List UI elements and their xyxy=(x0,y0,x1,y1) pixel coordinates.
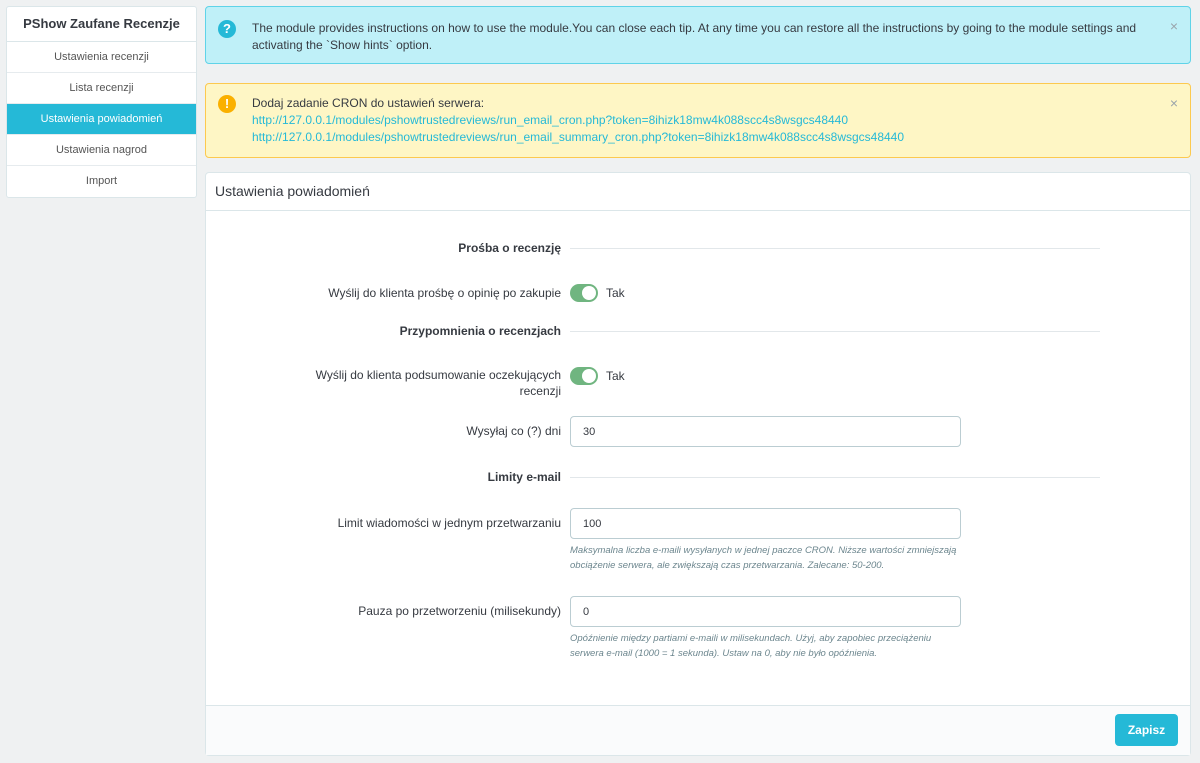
limit-label: Limit wiadomości w jednym przetwarzaniu xyxy=(337,516,561,530)
cron-link-summary[interactable]: http://127.0.0.1/modules/pshowtrustedreviews/run_email_summary_cron.php?token=8ihizk18mw4k088scc4s8wsgcs48440 xyxy=(252,130,905,144)
toggle-knob xyxy=(582,369,596,383)
send-request-toggle[interactable] xyxy=(570,284,598,302)
pause-help-text xyxy=(570,631,970,661)
sidebar-title: PShow Zaufane Recenzje xyxy=(7,7,196,42)
pause-help-line2: serwera e-mail (1000 = 1 sekunda). Ustaw na 0, aby nie było opóźnienia. xyxy=(570,648,878,659)
send-summary-label-line2: recenzji xyxy=(519,384,561,398)
send-summary-toggle-label: Tak xyxy=(606,369,625,383)
pause-help-line1: Opóźnienie między partiami e-maili w milisekundach. Użyj, aby zapobiec przeciążeniu xyxy=(570,633,932,644)
pause-label: Pauza po przetworzeniu (milisekundy) xyxy=(358,604,561,618)
close-icon[interactable]: × xyxy=(1169,18,1178,34)
section-title-email-limits: Limity e-mail xyxy=(487,470,561,484)
warning-alert-text: Dodaj zadanie CRON do ustawień serwera: xyxy=(252,96,485,110)
interval-input[interactable] xyxy=(570,416,961,447)
info-alert-text: The module provides instructions on how to use the module.You can close each tip. At any time you can restore all the instructions by going to the module settings and activating the `Show hints` option. xyxy=(252,21,1137,52)
warning-alert xyxy=(205,83,1191,158)
info-alert xyxy=(205,6,1191,64)
question-icon: ? xyxy=(218,20,236,38)
send-request-toggle-label: Tak xyxy=(606,286,625,300)
sidebar-item-import[interactable]: Import xyxy=(85,175,118,187)
sidebar-item-reward-settings[interactable]: Ustawienia nagrod xyxy=(7,135,196,166)
section-divider xyxy=(570,477,1100,478)
pause-input[interactable] xyxy=(570,596,961,627)
send-summary-label-line1: Wyślij do klienta podsumowanie oczekujących xyxy=(315,368,561,382)
limit-help-text xyxy=(570,543,970,573)
send-summary-toggle[interactable] xyxy=(570,367,598,385)
sidebar-item-review-list[interactable]: Lista recenzji xyxy=(7,73,196,104)
warning-icon: ! xyxy=(218,95,236,113)
warning-alert-content xyxy=(252,95,1150,146)
sidebar-item-review-settings[interactable]: Ustawienia recenzji xyxy=(7,42,196,73)
section-title-review-request: Prośba o recenzję xyxy=(458,241,561,255)
panel-title: Ustawienia powiadomień xyxy=(206,173,1190,211)
section-divider xyxy=(570,248,1100,249)
panel-footer xyxy=(206,705,1190,755)
sidebar-menu xyxy=(6,6,197,198)
interval-label: Wysyłaj co (?) dni xyxy=(466,424,561,438)
section-title-review-reminders: Przypomnienia o recenzjach xyxy=(399,324,561,338)
section-divider xyxy=(570,331,1100,332)
sidebar-item-notification-settings[interactable]: Ustawienia powiadomień xyxy=(7,104,196,135)
cron-link-email[interactable]: http://127.0.0.1/modules/pshowtrustedreviews/run_email_cron.php?token=8ihizk18mw4k088scc4s8wsgcs48440 xyxy=(252,113,849,127)
limit-help-line1: Maksymalna liczba e-maili wysyłanych w jednej paczce CRON. Niższe wartości zmniejszają xyxy=(570,545,957,556)
toggle-knob xyxy=(582,286,596,300)
send-request-label: Wyślij do klienta prośbę o opinię po zakupie xyxy=(328,286,561,300)
limit-input[interactable] xyxy=(570,508,961,539)
close-icon[interactable]: × xyxy=(1169,95,1178,111)
notification-settings-panel xyxy=(205,172,1191,756)
limit-help-line2: obciążenie serwera, ale zwiększają czas przetwarzania. Zalecane: 50-200. xyxy=(570,560,885,571)
send-summary-label xyxy=(206,367,561,399)
save-button[interactable]: Zapisz xyxy=(1115,714,1178,746)
